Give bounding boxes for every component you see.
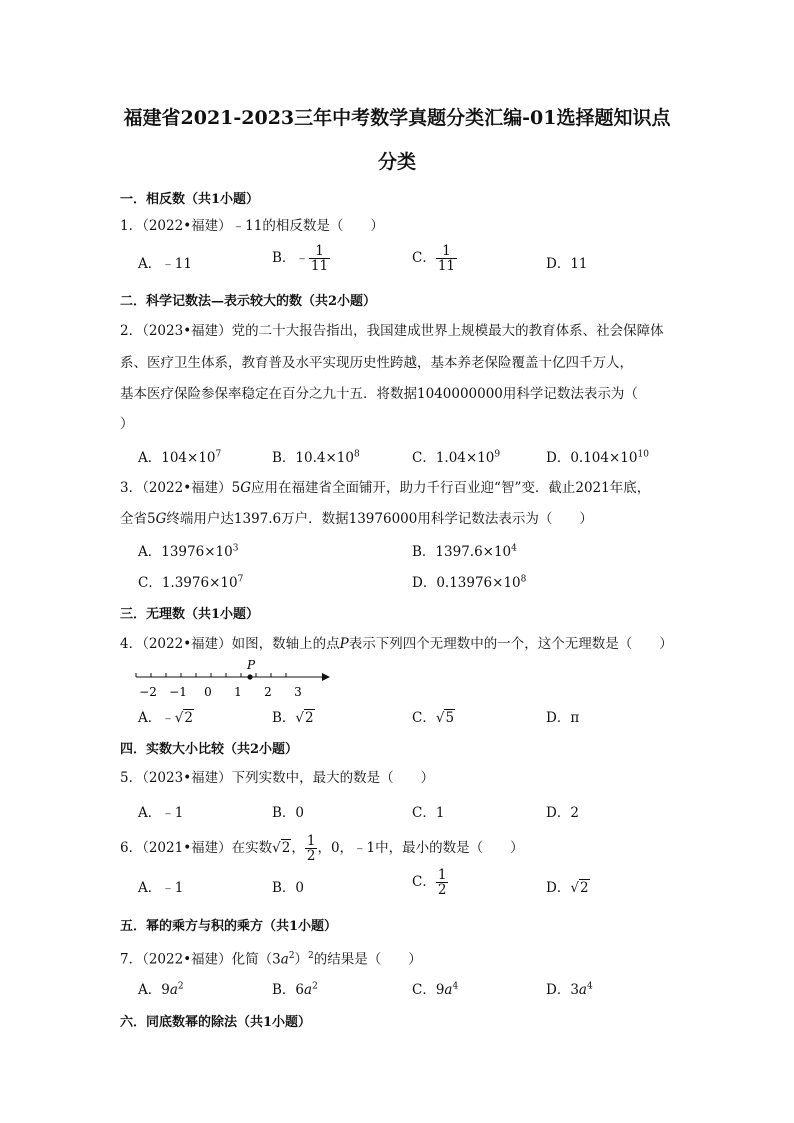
section-heading-4: 四．实数大小比较（共2小题） <box>120 742 299 757</box>
option-exponent: 9 <box>494 449 501 460</box>
fraction-denominator: 11 <box>310 258 329 274</box>
question-4-option-a <box>138 706 194 726</box>
text-run-italic: G <box>240 480 252 496</box>
text-run: 应用在福建省全面铺开，助力千行百业迎“智”变．截止2021年底， <box>251 480 651 496</box>
document-title-line2: 分类 <box>377 151 416 173</box>
number-line-figure <box>132 656 352 702</box>
option-prefix: C． <box>412 710 436 726</box>
question-1-option-b <box>272 244 330 273</box>
option-base: B．1397.6×10 <box>412 544 512 560</box>
question-5-option-d: D．2 <box>546 805 579 821</box>
section-heading-5: 五．幂的乘方与积的乘方（共1小题） <box>120 919 338 934</box>
question-4-option-c <box>412 706 455 726</box>
option-coefficient: D．3 <box>546 982 579 998</box>
question-2-option-a <box>138 446 221 466</box>
text-run: ） <box>294 951 309 968</box>
text-run: 的结果是（ ） <box>313 951 422 968</box>
number-line-tick-label: 3 <box>294 685 302 699</box>
question-1-option-a: A．﹣11 <box>138 256 192 272</box>
number-line-tick-label: 1 <box>234 685 242 699</box>
text-run: 4．（2022•福建）如图，数轴上的点 <box>120 636 340 652</box>
fraction-denominator: 2 <box>306 848 316 864</box>
option-base: A．104×10 <box>138 450 216 466</box>
option-variable: a <box>304 982 313 998</box>
number-line-arrow <box>322 673 330 681</box>
radicand: 2 <box>281 840 291 856</box>
option-exponent: 8 <box>520 574 527 585</box>
option-variable: a <box>444 982 453 998</box>
exponent: 2 <box>308 951 314 961</box>
question-2-option-c <box>412 446 500 466</box>
document-title-line1: 福建省2021-2023三年中考数学真题分类汇编-01选择题知识点 <box>123 107 671 129</box>
fraction-denominator: 2 <box>437 882 447 898</box>
option-coefficient: A．9 <box>138 982 170 998</box>
question-7-option-b <box>272 978 318 998</box>
question-5-option-c: C．1 <box>412 805 445 821</box>
option-exponent: 2 <box>312 981 318 992</box>
section-heading-3: 三．无理数（共1小题） <box>120 607 260 622</box>
question-2-line4: ） <box>120 416 134 432</box>
radicand: 2 <box>579 880 589 896</box>
question-5-option-a: A．﹣1 <box>138 805 184 821</box>
question-7-stem <box>120 946 422 970</box>
sqrt-symbol: √2 <box>272 840 291 856</box>
question-3-option-c <box>138 571 243 591</box>
question-6-option-c <box>412 868 448 897</box>
fraction-numerator: 1 <box>309 244 330 259</box>
radicand: 5 <box>445 710 455 726</box>
option-base: C．1.3976×10 <box>138 575 238 591</box>
fraction-numerator: 1 <box>306 833 316 849</box>
text-run: 终端用户达1397.6万户．数据13976000用科学记数法表示为（ ） <box>166 511 593 527</box>
number-line-tick-label: 2 <box>264 685 272 699</box>
option-c-prefix: C． <box>412 250 436 266</box>
section-heading-1: 一．相反数（共1小题） <box>120 192 260 207</box>
number-line-tick-label: −1 <box>169 685 187 699</box>
question-3-option-a <box>138 540 238 560</box>
question-3-line2 <box>120 509 593 529</box>
sqrt-symbol: √5 <box>435 710 455 726</box>
question-3-option-b <box>412 540 517 560</box>
option-exponent: 10 <box>637 449 649 460</box>
exponent: 2 <box>288 951 295 961</box>
question-4-option-d: D．π <box>546 710 580 726</box>
question-1-stem: 1．（2022•福建）﹣11的相反数是（ ） <box>120 218 384 234</box>
text-run: 3．（2022•福建）5 <box>120 480 241 496</box>
text-run: 7．（2022•福建）化简（3 <box>120 951 281 968</box>
option-base: C．1.04×10 <box>412 450 495 466</box>
sqrt-symbol: √2 <box>570 880 589 896</box>
option-exponent: 7 <box>237 574 244 585</box>
option-variable: a <box>169 982 178 998</box>
question-2-line3: 基本医疗保险参保率稳定在百分之九十五．将数据1040000000用科学记数法表示为（ <box>120 386 638 402</box>
option-coefficient: B．6 <box>272 982 305 998</box>
text-run-italic: a <box>280 951 289 968</box>
section-heading-2: 二．科学记数法—表示较大的数（共2小题） <box>120 294 377 309</box>
section-heading-6: 六．同底数幂的除法（共1小题） <box>120 1015 312 1030</box>
question-7-option-c <box>412 978 458 998</box>
option-exponent: 4 <box>452 981 459 992</box>
question-7-option-a <box>138 978 184 998</box>
fraction-numerator: 1 <box>437 867 447 883</box>
question-3-option-d <box>412 571 526 591</box>
fraction <box>309 244 330 273</box>
number-line-tick-label: 0 <box>204 685 212 699</box>
fraction-numerator: 1 <box>436 244 457 259</box>
option-variable: a <box>578 982 587 998</box>
question-1-option-d: D．11 <box>546 256 588 272</box>
option-base: A．13976×10 <box>138 544 233 560</box>
sqrt-symbol: √2 <box>174 710 193 726</box>
question-2-line2: 系、医疗卫生体系，教育普及水平实现历史性跨越，基本养老保险覆盖十亿四千万人， <box>120 355 633 371</box>
option-prefix: A．﹣ <box>138 710 175 726</box>
question-7-option-d <box>546 978 593 998</box>
question-4-option-b <box>272 706 315 726</box>
text-run: 表示下列四个无理数中的一个，这个无理数是（ ） <box>348 636 673 652</box>
fraction <box>436 868 449 897</box>
number-line-minor-ticks <box>136 673 286 677</box>
radicand: 2 <box>305 710 314 726</box>
sqrt-symbol: √2 <box>295 710 314 726</box>
number-line-tick-labels <box>139 685 302 699</box>
option-prefix: B． <box>272 710 296 726</box>
question-5-stem: 5．（2023•福建）下列实数中，最大的数是（ ） <box>120 770 435 786</box>
option-exponent: 4 <box>586 981 593 992</box>
option-b-prefix: B．﹣ <box>272 250 309 266</box>
radicand: 2 <box>184 710 193 726</box>
text-run-italic: G <box>155 511 167 527</box>
text-run: ，0，﹣1中，最小的数是（ ） <box>317 840 524 856</box>
option-exponent: 8 <box>353 449 360 460</box>
question-2-option-b <box>272 446 360 466</box>
text-run-italic: P <box>339 636 349 652</box>
text-run: ， <box>291 840 305 856</box>
question-4-stem <box>120 634 673 654</box>
option-prefix: C． <box>412 874 436 890</box>
fraction <box>305 834 318 863</box>
question-2-option-d <box>546 446 649 466</box>
option-exponent: 7 <box>215 449 222 460</box>
option-base: B．10.4×10 <box>272 450 354 466</box>
point-p-label: P <box>246 658 256 672</box>
question-1-option-c <box>412 244 457 273</box>
question-6-option-b: B．0 <box>272 880 305 896</box>
option-base: D．0.13976×10 <box>412 575 521 591</box>
option-coefficient: C．9 <box>412 982 445 998</box>
option-base: D．0.104×10 <box>546 450 638 466</box>
text-run: 全省5 <box>120 511 156 527</box>
option-prefix: D． <box>546 880 571 896</box>
number-line-tick-label: −2 <box>139 685 157 699</box>
option-exponent: 3 <box>232 543 239 554</box>
question-6-option-a: A．﹣1 <box>138 880 184 896</box>
option-exponent: 2 <box>177 981 184 992</box>
fraction <box>436 244 457 273</box>
point-p-marker <box>247 674 252 679</box>
question-3-line1 <box>120 478 650 498</box>
text-run: 6．（2021•福建）在实数 <box>120 840 273 856</box>
question-5-option-b: B．0 <box>272 805 305 821</box>
question-2-line1: 2．（2023•福建）党的二十大报告指出，我国建成世界上规模最大的教育体系、社会保障体 <box>120 323 664 339</box>
option-exponent: 4 <box>511 543 517 554</box>
question-6-option-d <box>546 876 590 896</box>
question-6-stem <box>120 834 524 863</box>
fraction-denominator: 11 <box>437 258 456 274</box>
